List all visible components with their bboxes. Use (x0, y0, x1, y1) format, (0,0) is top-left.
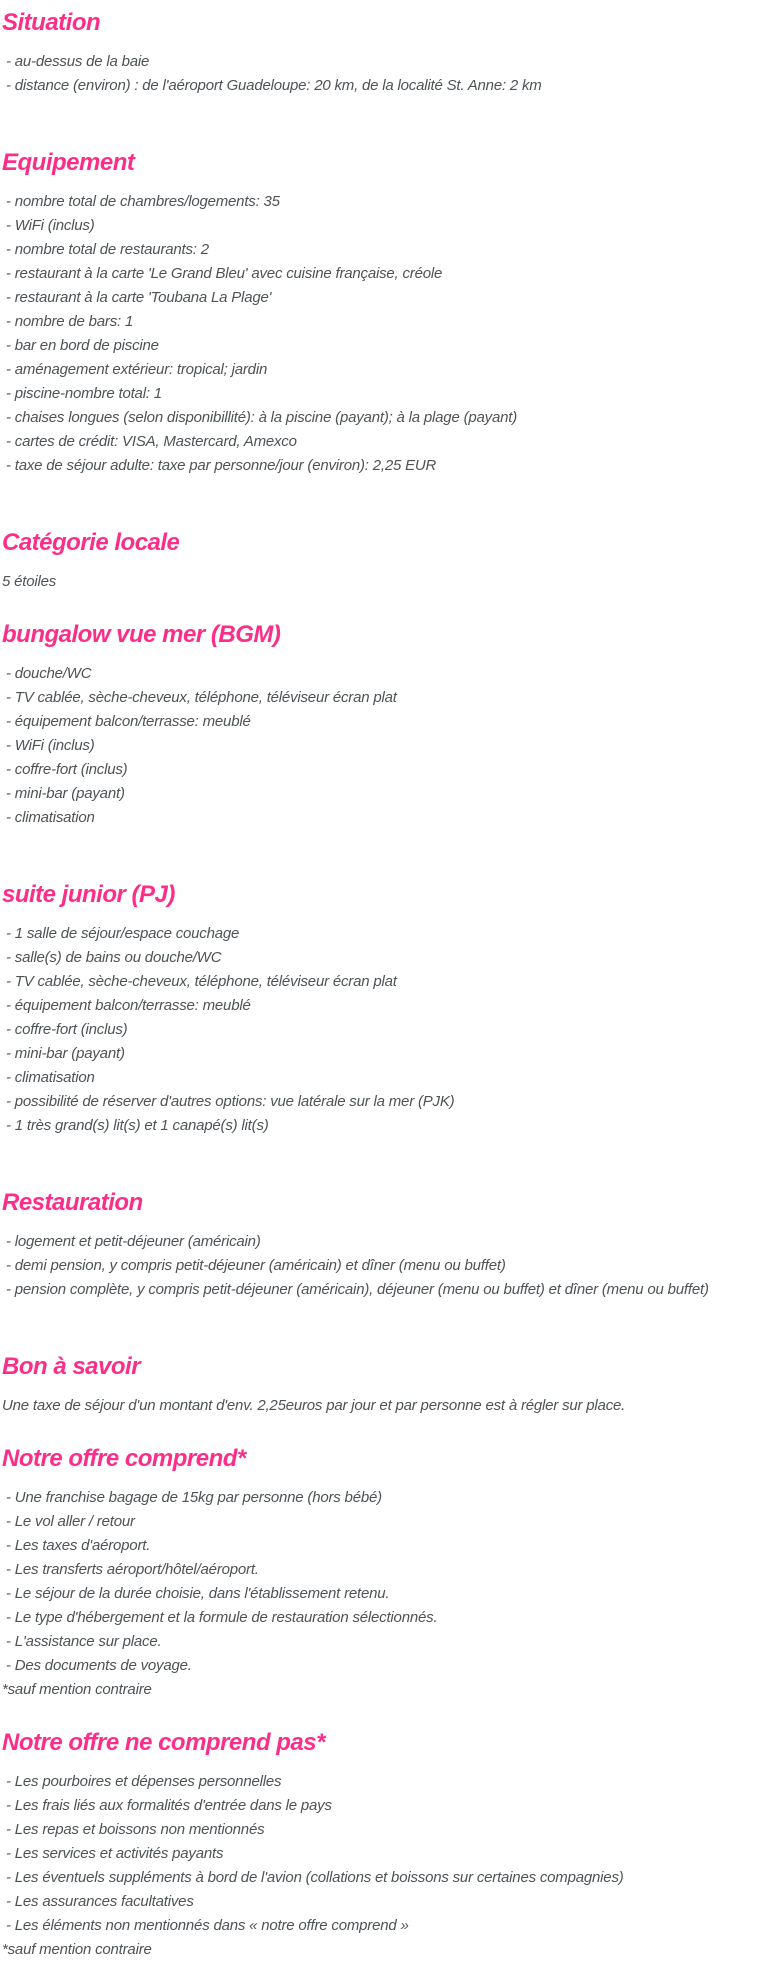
list-item: - nombre total de restaurants: 2 (6, 241, 209, 258)
section-restauration (0, 1188, 758, 1302)
footnote: *sauf mention contraire (2, 1681, 152, 1698)
list-item: - chaises longues (selon disponibillité): à la piscine (payant); à la plage (payant) (6, 409, 517, 426)
item-list (0, 922, 758, 1138)
list-item: - restaurant à la carte 'Le Grand Bleu' avec cuisine française, créole (6, 265, 443, 282)
list-item: - demi pension, y compris petit-déjeuner (américain) et dîner (menu ou buffet) (6, 1257, 506, 1274)
list-item: - Les pourboires et dépenses personnelles (6, 1773, 282, 1790)
list-item: - Le séjour de la durée choisie, dans l'établissement retenu. (6, 1585, 390, 1602)
list-item: - Les éléments non mentionnés dans « notre offre comprend » (6, 1917, 409, 1934)
section-notre-offre-ne-comprend-pas (0, 1728, 758, 1962)
list-item: - nombre de bars: 1 (6, 313, 134, 330)
list-item: - coffre-fort (inclus) (6, 1021, 128, 1038)
list-item: - TV cablée, sèche-cheveux, téléphone, téléviseur écran plat (6, 689, 397, 706)
list-item: - distance (environ) : de l'aéroport Guadeloupe: 20 km, de la localité St. Anne: 2 km (6, 77, 542, 94)
list-item: - WiFi (inclus) (6, 217, 95, 234)
list-item: - climatisation (6, 809, 95, 826)
list-item: - L'assistance sur place. (6, 1633, 162, 1650)
list-item: - TV cablée, sèche-cheveux, téléphone, téléviseur écran plat (6, 973, 397, 990)
section-title-notre-offre-ne-comprend-pas: Notre offre ne comprend pas* (2, 1729, 325, 1756)
list-item: - douche/WC (6, 665, 92, 682)
list-item: - possibilité de réserver d'autres options: vue latérale sur la mer (PJK) (6, 1093, 455, 1110)
item-list (0, 1486, 758, 1678)
item-list (0, 1770, 758, 1938)
list-item: - Les éventuels suppléments à bord de l'avion (collations et boissons sur certaines compagnies) (6, 1869, 624, 1886)
section-title-equipement: Equipement (2, 149, 135, 176)
list-item: - équipement balcon/terrasse: meublé (6, 997, 251, 1014)
list-item: - aménagement extérieur: tropical; jardin (6, 361, 268, 378)
list-item: - piscine-nombre total: 1 (6, 385, 162, 402)
section-suite-junior (0, 880, 758, 1138)
list-item: - Le vol aller / retour (6, 1513, 135, 1530)
list-item: - bar en bord de piscine (6, 337, 159, 354)
section-equipement (0, 148, 758, 478)
list-item: - taxe de séjour adulte: taxe par personne/jour (environ): 2,25 EUR (6, 457, 437, 474)
list-item: - restaurant à la carte 'Toubana La Plage' (6, 289, 272, 306)
list-item: - mini-bar (payant) (6, 1045, 125, 1062)
section-notre-offre-comprend (0, 1444, 758, 1702)
list-item: - Une franchise bagage de 15kg par personne (hors bébé) (6, 1489, 382, 1506)
item-list (0, 190, 758, 478)
category-value: 5 étoiles (2, 573, 57, 590)
list-item: - Les assurances facultatives (6, 1893, 194, 1910)
section-title-categorie-locale: Catégorie locale (2, 529, 180, 556)
section-title-restauration: Restauration (2, 1189, 143, 1216)
list-item: - nombre total de chambres/logements: 35 (6, 193, 280, 210)
section-title-suite-junior: suite junior (PJ) (2, 881, 175, 908)
section-situation (0, 8, 758, 98)
section-title-situation: Situation (2, 9, 101, 36)
list-item: - 1 très grand(s) lit(s) et 1 canapé(s) lit(s) (6, 1117, 269, 1134)
list-item: - 1 salle de séjour/espace couchage (6, 925, 240, 942)
list-item: - au-dessus de la baie (6, 53, 150, 70)
section-title-bungalow-vue-mer: bungalow vue mer (BGM) (2, 621, 281, 648)
list-item: - Les frais liés aux formalités d'entrée dans le pays (6, 1797, 332, 1814)
list-item: - mini-bar (payant) (6, 785, 125, 802)
list-item: - salle(s) de bains ou douche/WC (6, 949, 222, 966)
list-item: - Le type d'hébergement et la formule de restauration sélectionnés. (6, 1609, 438, 1626)
item-list (0, 50, 758, 98)
list-item: - pension complète, y compris petit-déjeuner (américain), déjeuner (menu ou buffet) et dîner (menu ou buffet) (6, 1281, 709, 1298)
item-list (0, 1230, 758, 1302)
footnote: *sauf mention contraire (2, 1941, 152, 1958)
item-list (0, 662, 758, 830)
list-item: - Les repas et boissons non mentionnés (6, 1821, 265, 1838)
list-item: - climatisation (6, 1069, 95, 1086)
list-item: - Des documents de voyage. (6, 1657, 192, 1674)
section-bungalow-vue-mer (0, 620, 758, 830)
list-item: - cartes de crédit: VISA, Mastercard, Amexco (6, 433, 297, 450)
section-bon-a-savoir (0, 1352, 758, 1418)
list-item: - WiFi (inclus) (6, 737, 95, 754)
section-title-notre-offre-comprend: Notre offre comprend* (2, 1445, 246, 1472)
section-categorie-locale (0, 528, 758, 594)
list-item: - équipement balcon/terrasse: meublé (6, 713, 251, 730)
list-item: - Les transferts aéroport/hôtel/aéroport. (6, 1561, 259, 1578)
list-item: - Les services et activités payants (6, 1845, 224, 1862)
list-item: - logement et petit-déjeuner (américain) (6, 1233, 261, 1250)
tax-note: Une taxe de séjour d'un montant d'env. 2,25euros par jour et par personne est à régler sur place. (2, 1397, 626, 1414)
list-item: - Les taxes d'aéroport. (6, 1537, 151, 1554)
section-title-bon-a-savoir: Bon à savoir (2, 1353, 141, 1380)
list-item: - coffre-fort (inclus) (6, 761, 128, 778)
